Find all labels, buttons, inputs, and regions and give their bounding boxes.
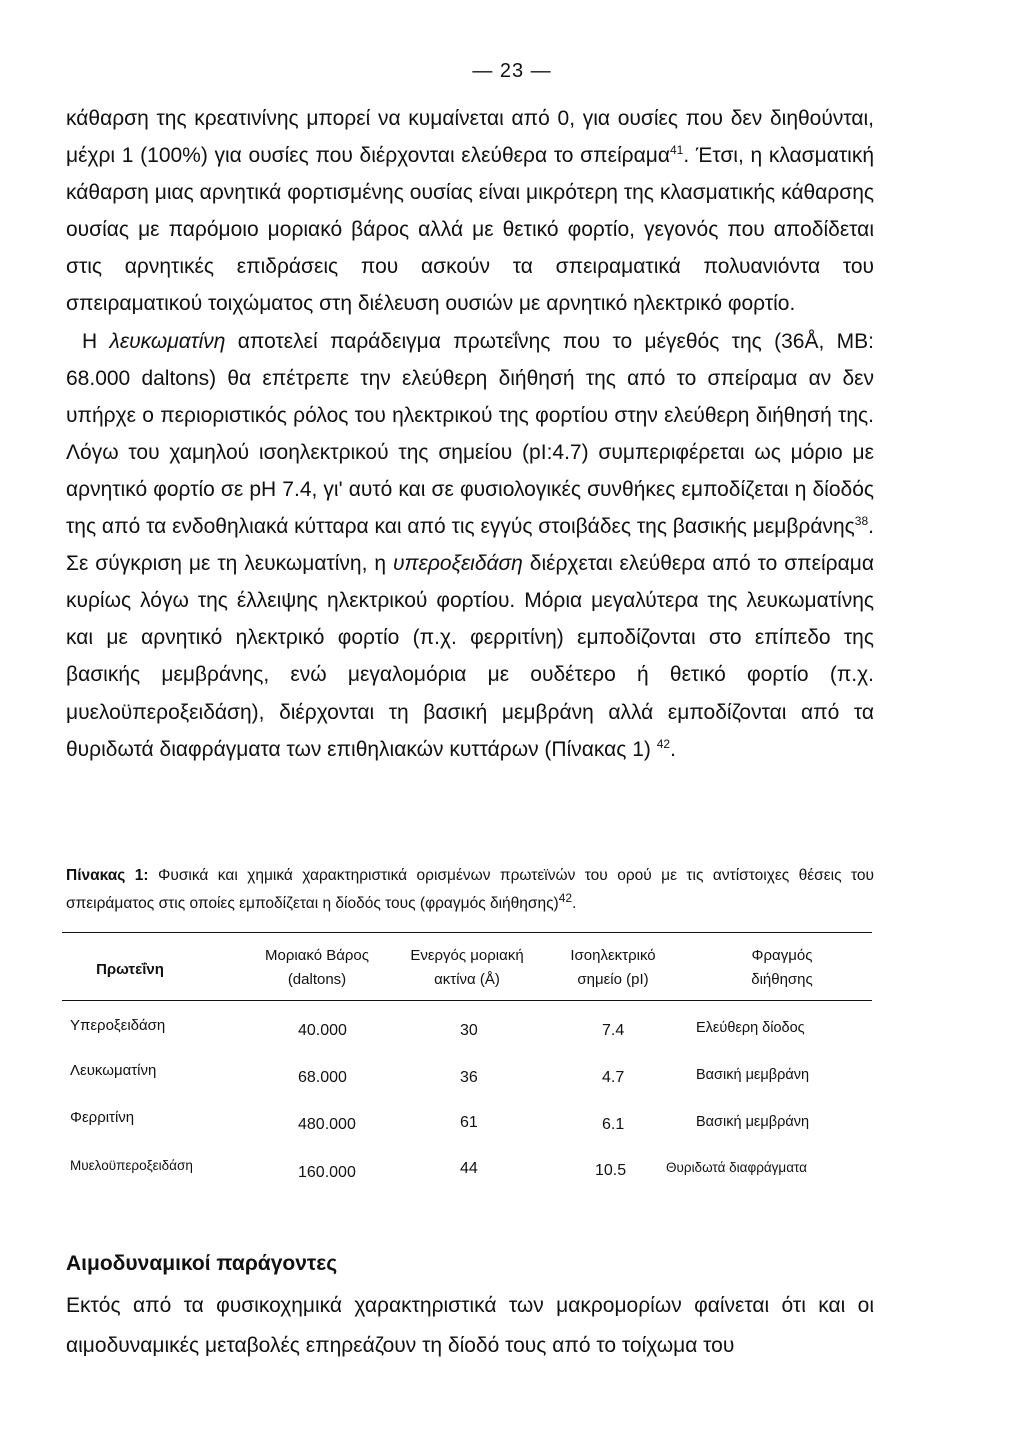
paragraph-2-text-e: . [670, 737, 676, 761]
cell-barrier: Θυριδωτά διαφράγματα [666, 1160, 807, 1175]
paragraph-2-text-c: . Σε σύγκριση με τη λευκωματίνη, η [66, 515, 874, 576]
header-barrier-line-2: διήθησης [751, 971, 813, 988]
header-protein [70, 958, 190, 982]
cell-molecular-weight: 160.000 [298, 1164, 356, 1181]
caption-end: . [572, 895, 577, 912]
header-molecular-weight [242, 944, 392, 992]
cell-barrier: Βασική μεμβράνη [696, 1067, 810, 1083]
term-peroxidase: υπεροξειδάση [393, 552, 523, 576]
cell-isoelectric-point: 10.5 [595, 1162, 627, 1179]
cell-isoelectric-point: 6.1 [602, 1116, 625, 1133]
reference-41: 41 [669, 143, 684, 158]
caption-reference: 42 [558, 890, 573, 905]
header-pi-line-1: Ισοηλεκτρικό [570, 947, 656, 964]
cell-radius: 44 [460, 1160, 478, 1177]
paragraph-1 [66, 100, 874, 323]
caption-label: Πίνακας 1: [66, 867, 149, 884]
header-isoelectric-point [538, 944, 688, 992]
protein-table [62, 936, 872, 1196]
header-protein-line: Πρωτεΐνη [96, 961, 164, 978]
paragraph-2-text-a: Η [82, 329, 110, 353]
table-top-rule [62, 932, 872, 933]
section-paragraph: Εκτός από τα φυσικοχημικά χαρακτηριστικά των μακρομορίων φαίνεται ότι και οι αιμοδυναμικές μεταβολές επηρεάζουν τη δίοδό τους από το τοίχωμα του [66, 1294, 874, 1357]
cell-barrier: Βασική μεμβράνη [696, 1114, 810, 1130]
paragraph-2-text-b: αποτελεί παράδειγμα πρωτεΐνης που το μέγεθός της (36Å, MB: 68.000 daltons) θα επέτρεπε την ελεύθερη διήθησή της από το σπείραμα αν δεν υπήρχε ο περιοριστικός ρόλος του ηλεκτρικού της φορτίου στην ελεύθερη διήθησή της. Λόγω του χαμηλού ισοηλεκτρικού της σημείου (pI:4.7) συμπεριφέρεται ως μόριο με αρνητικό φορτίο σε pH 7.4, γι' αυτό και σε φυσιολογικές συνθήκες εμποδίζεται η δίοδός της από τα ενδοθηλιακά κύτταρα και από τις εγγύς στοιβάδες της βασικής μεμβράνης [66, 329, 875, 539]
cell-protein: Λευκωματίνη [70, 1062, 157, 1079]
paragraph-1-text-a: κάθαρση της κρεατινίνης μπορεί να κυμαίνεται από 0, για ουσίες που δεν διηθούνται, μέχρι 1 (100%) για ουσίες που διέρχονται ελεύθερα το σπείραμα [66, 107, 874, 168]
header-mw-line-1: Μοριακό Βάρος [265, 947, 369, 964]
page-number: — 23 — [472, 60, 552, 82]
header-filtration-barrier [702, 944, 862, 992]
paragraph-2-text-d: διέρχεται ελεύθερα από το σπείραμα κυρίως λόγω της έλλειψης ηλεκτρικού φορτίου. Μόρια μεγαλύτερα της λευκωματίνης και με αρνητικό ηλεκτρικό φορτίο (π.χ. φερριτίνη) εμποδίζονται στο επίπεδο της βασικής μεμβράνης, ενώ μεγαλομόρια με ουδέτερο ή θετικό φορτίο (π.χ. μυελοϋπεροξειδάση), διέρχονται τη βασική μεμβράνη αλλά εμποδίζονται από τα θυριδωτά διαφράγματα των επιθηλιακών κυττάρων (Πίνακας 1) [66, 552, 874, 761]
header-barrier-line-1: Φραγμός [751, 947, 813, 964]
cell-protein: Φερριτίνη [70, 1109, 135, 1126]
reference-42: 42 [656, 736, 671, 751]
cell-molecular-weight: 40.000 [298, 1022, 347, 1039]
paragraph-1-text-b: . Έτσι, η κλασματική κάθαρση μιας αρνητικά φορτισμένης ουσίας είναι μικρότερη της κλασματικής κάθαρσης ουσίας με παρόμοιο μοριακό βάρος αλλά με θετικό φορτίο, γεγονός που αποδίδεται στις αρνητικές επιδράσεις που ασκούν τα σπειραματικά πολυανιόντα του σπειραματικού τοιχώματος στη διέλευση ουσιών με αρνητικό ηλεκτρικό φορτίο. [66, 144, 874, 316]
cell-isoelectric-point: 4.7 [602, 1069, 625, 1086]
section-heading: Αιμοδυναμικοί παράγοντες [66, 1252, 338, 1275]
cell-molecular-weight: 480.000 [298, 1116, 356, 1133]
cell-radius: 61 [460, 1114, 478, 1131]
header-radius-line-1: Ενεργός μοριακή [410, 947, 524, 964]
cell-molecular-weight: 68.000 [298, 1069, 347, 1086]
cell-radius: 30 [460, 1022, 478, 1039]
cell-barrier: Ελεύθερη δίοδος [696, 1020, 805, 1036]
cell-radius: 36 [460, 1069, 478, 1086]
paragraph-2 [66, 323, 874, 768]
header-radius-line-2: ακτίνα (Å) [434, 971, 500, 988]
cell-isoelectric-point: 7.4 [602, 1022, 625, 1039]
cell-protein: Μυελοϋπεροξειδάση [70, 1158, 193, 1173]
header-radius [392, 944, 542, 992]
body-text [66, 100, 874, 768]
table-caption [66, 862, 874, 918]
header-mw-line-2: (daltons) [287, 971, 347, 988]
header-pi-line-2: σημείο (pI) [577, 971, 649, 988]
caption-text: Φυσικά και χημικά χαρακτηριστικά ορισμένων πρωτεϊνών του ορού με τις αντίστοιχες θέσεις του σπειράματος στις οποίες εμποδίζεται η δίοδός τους (φραγμός διήθησης) [66, 867, 874, 912]
reference-38: 38 [854, 514, 869, 529]
term-albumin: λευκωματίνη [109, 329, 226, 353]
cell-protein: Υπεροξειδάση [70, 1017, 166, 1034]
